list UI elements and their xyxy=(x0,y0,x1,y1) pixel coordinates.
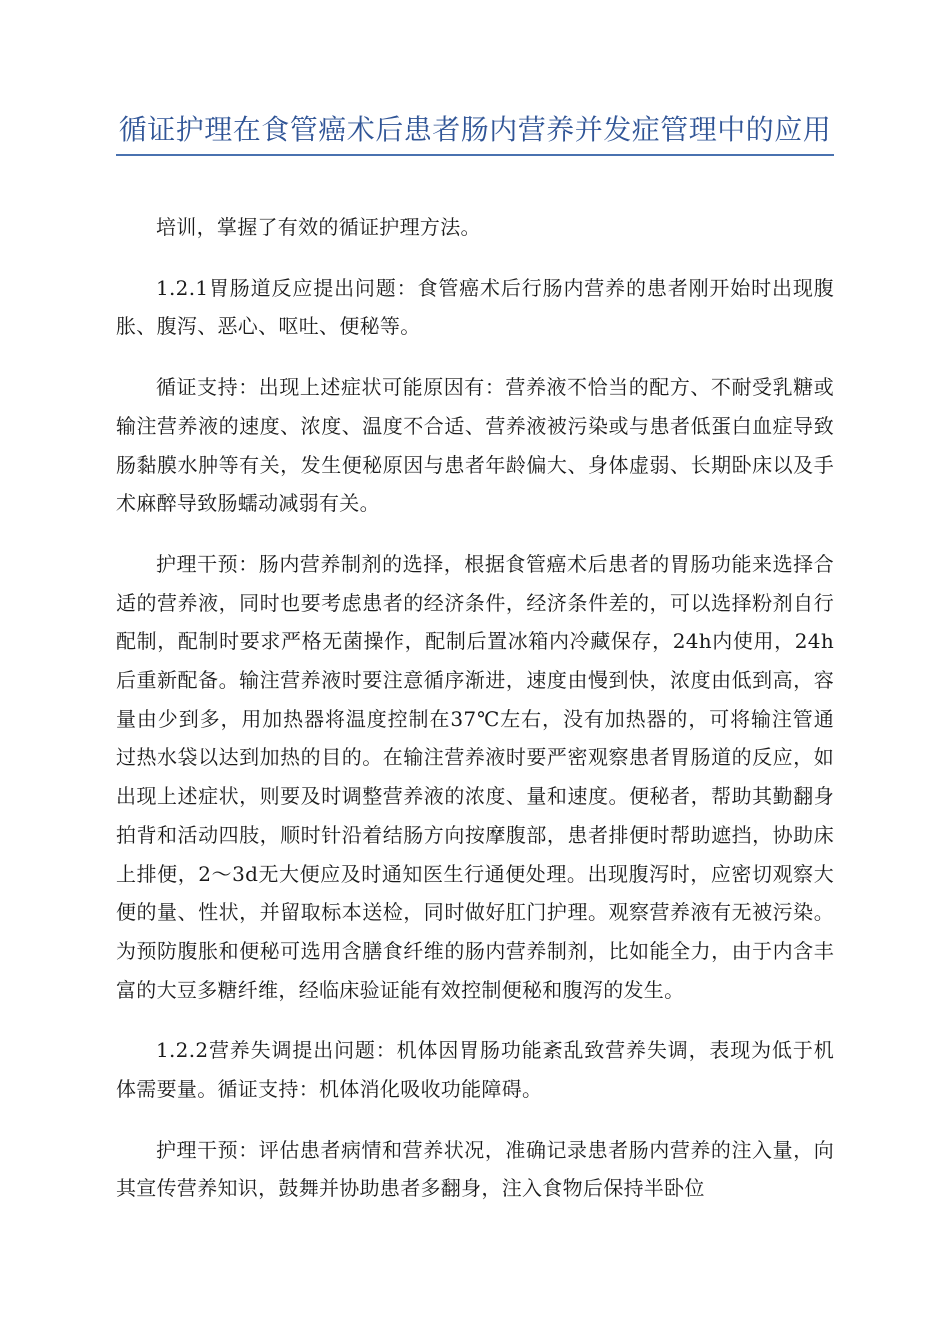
paragraph-gi-reaction-problem: 1.2.1胃肠道反应提出问题：食管癌术后行肠内营养的患者刚开始时出现腹胀、腹泻、恶心、呕吐、便秘等。 xyxy=(116,275,834,339)
paragraph-gi-intervention: 护理干预：肠内营养制剂的选择，根据食管癌术后患者的胃肠功能来选择合适的营养液，同时也要考虑患者的经济条件，经济条件差的，可以选择粉剂自行配制，配制时要求严格无菌操作，配制后置冰箱内冷藏保存，24h内使用，24h后重新配备。输注营养液时要注意循序渐进，速度由慢到快，浓度由低到高，容量由少到多，用加热器将温度控制在37℃左右，没有加热器的，可将输注管通过热水袋以达到加热的目的。在输注营养液时要严密观察患者胃肠道的反应，如出现上述症状，则要及时调整营养液的浓度、量和速度。便秘者，帮助其勤翻身拍背和活动四肢，顺时针沿着结肠方向按摩腹部，患者排便时帮助遮挡，协助床上排便，2～3d无大便应及时通知医生行通便处理。出现腹泻时，应密切观察大便的量、性状，并留取标本送检，同时做好肛门护理。观察营养液有无被污染。为预防腹胀和便秘可选用含膳食纤维的肠内营养制剂，比如能全力，由于内含丰富的大豆多糖纤维，经临床验证能有效控制便秘和腹泻的发生。 xyxy=(116,551,834,1002)
title-block xyxy=(116,112,834,156)
title-divider xyxy=(116,154,834,156)
page-title: 循证护理在食管癌术后患者肠内营养并发症管理中的应用 xyxy=(118,113,832,146)
paragraph-nutrition-intervention: 护理干预：评估患者病情和营养状况，准确记录患者肠内营养的注入量，向其宣传营养知识，鼓舞并协助患者多翻身，注入食物后保持半卧位 xyxy=(116,1137,834,1201)
paragraph-nutrition-problem: 1.2.2营养失调提出问题：机体因胃肠功能紊乱致营养失调，表现为低于机体需要量。循证支持：机体消化吸收功能障碍。 xyxy=(116,1038,834,1102)
document-body xyxy=(116,208,834,1230)
paragraph-gi-evidence: 循证支持：出现上述症状可能原因有：营养液不恰当的配方、不耐受乳糖或输注营养液的速度、浓度、温度不合适、营养液被污染或与患者低蛋白血症导致肠黏膜水肿等有关，发生便秘原因与患者年龄偏大、身体虚弱、长期卧床以及手术麻醉导致肠蠕动减弱有关。 xyxy=(116,375,834,516)
paragraph-training: 培训，掌握了有效的循证护理方法。 xyxy=(156,215,481,239)
